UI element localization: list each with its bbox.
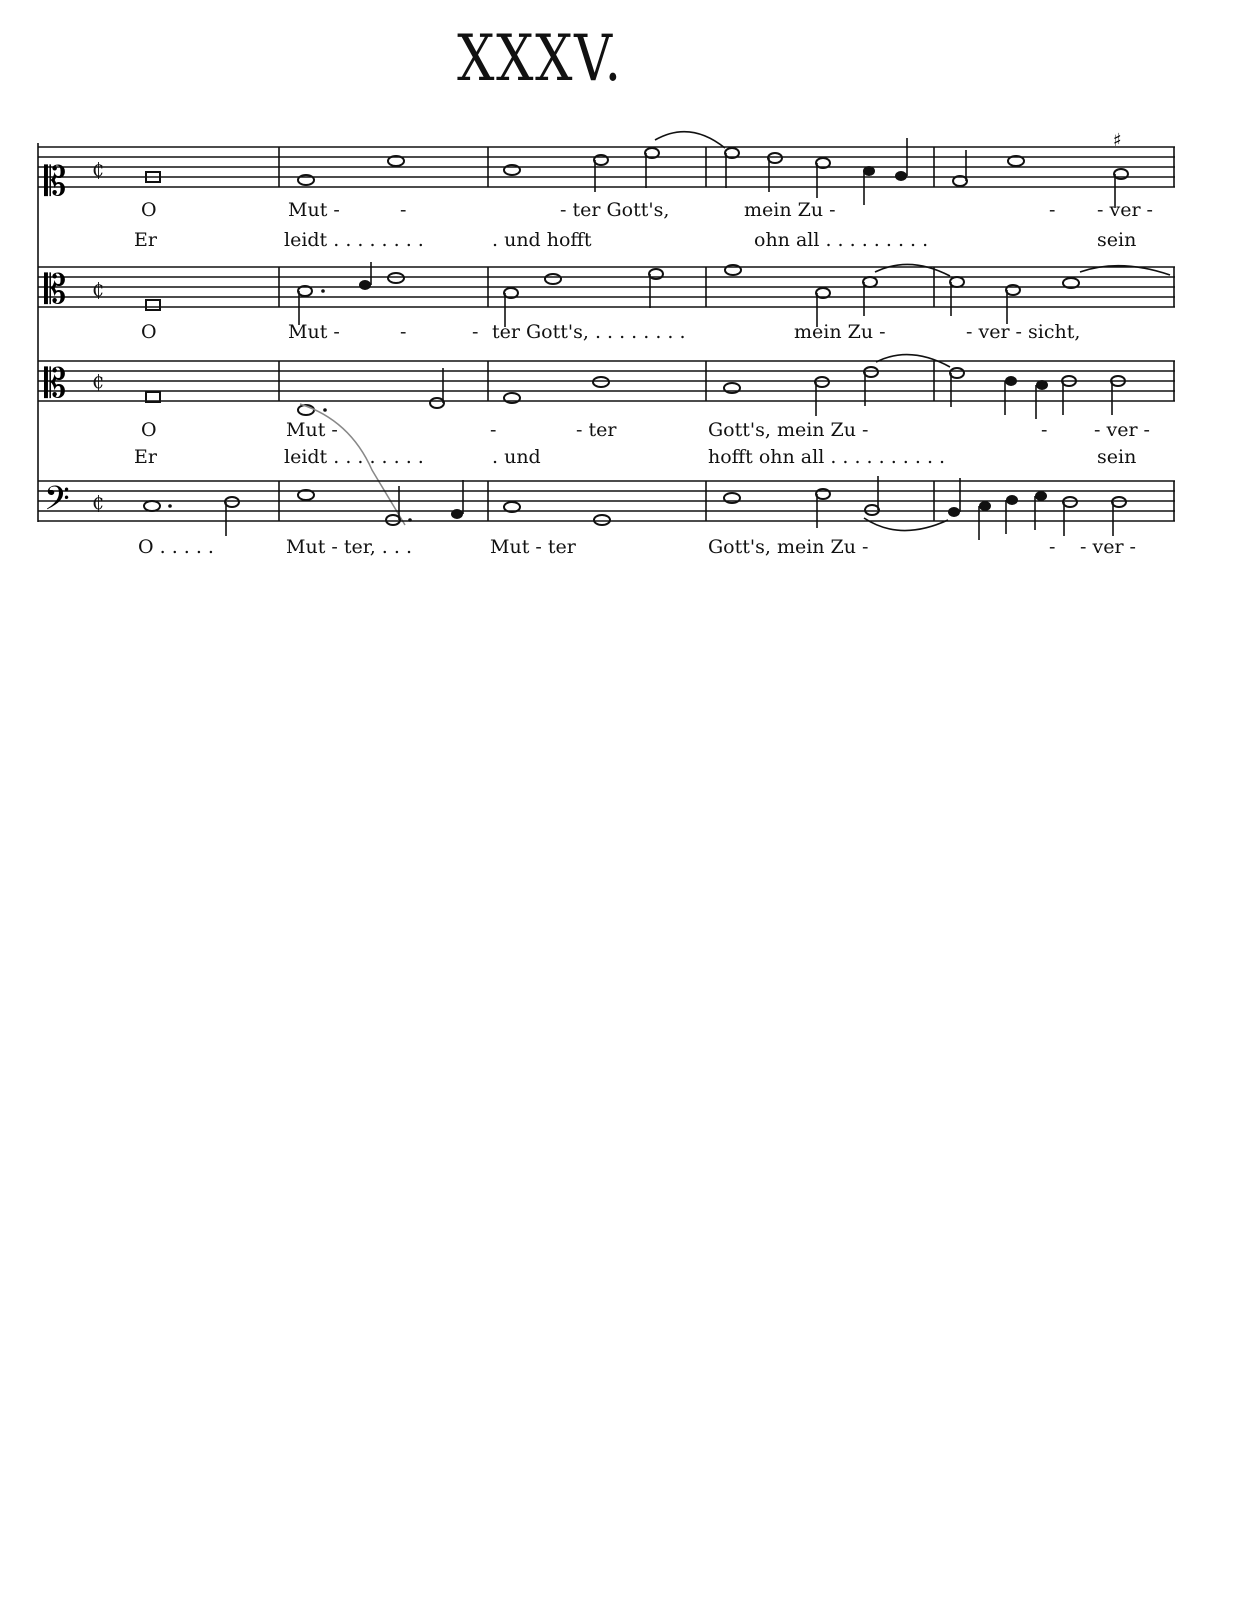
lyric-syllable: ohn all . . . . . . . . . (754, 229, 929, 251)
note (1035, 491, 1047, 501)
note (815, 377, 829, 387)
lyric-syllable: - (490, 419, 497, 441)
lyric-syllable: . und (492, 446, 541, 468)
note (863, 277, 877, 287)
staff-4-lyrics-verse-1 (138, 536, 1136, 558)
note (386, 515, 400, 525)
music-score (0, 0, 1236, 600)
lyric-syllable: - (1049, 536, 1056, 558)
dot (323, 408, 327, 412)
note (594, 515, 610, 525)
lyric-syllable: Mut - (286, 419, 338, 441)
breve-note (146, 300, 160, 310)
time-signature: ₵ (92, 279, 105, 301)
lyric-syllable: Gott's, mein Zu - (708, 536, 869, 558)
dot (408, 518, 412, 522)
note (950, 368, 964, 378)
lyric-syllable: ter Gott's, . . . . . . . . (492, 321, 686, 343)
note (895, 171, 907, 181)
lyric-syllable: - (472, 321, 479, 343)
note (225, 497, 239, 507)
staff-1-lyrics-verse-1 (141, 199, 1153, 221)
staff-2 (38, 262, 1175, 327)
lyric-syllable: O . . . . . (138, 536, 214, 558)
lyric-syllable: Mut - (288, 321, 340, 343)
note (1036, 380, 1048, 390)
note (593, 377, 609, 387)
staff-3-lyrics-verse-2 (134, 446, 1136, 468)
time-signature: ₵ (92, 371, 105, 393)
lyric-syllable: - ter (576, 419, 617, 441)
c-clef-icon: 𝄡 (44, 159, 67, 205)
note (1006, 495, 1018, 505)
staff-3-lyrics-verse-1 (141, 419, 1150, 441)
lyric-syllable: - ver - (1097, 199, 1153, 221)
lyric-syllable: - ver - (1080, 536, 1136, 558)
note (144, 501, 160, 511)
note (1112, 497, 1126, 507)
time-signature: ₵ (92, 159, 105, 181)
staff-2-lyrics-verse-1 (141, 321, 1080, 343)
note (768, 153, 782, 163)
lyric-syllable: Mut - ter, . . . (286, 536, 412, 558)
note (979, 501, 991, 511)
dot (168, 504, 172, 508)
note (865, 505, 879, 515)
lyric-syllable: mein Zu - (744, 199, 836, 221)
lyric-syllable: Mut - ter (490, 536, 576, 558)
lyric-syllable: O (141, 321, 157, 343)
staff-1-lyrics-verse-2 (134, 229, 1136, 251)
c-clef-icon: 𝄡 (44, 361, 67, 407)
dot (321, 289, 325, 293)
c-clef-icon: 𝄡 (44, 267, 67, 313)
lyric-syllable: Gott's, mein Zu - (708, 419, 869, 441)
page-title: XXXV. (457, 22, 623, 96)
lyric-syllable: Mut - (288, 199, 340, 221)
lyric-syllable: - ter Gott's, (560, 199, 670, 221)
note (388, 273, 404, 283)
tie (875, 264, 950, 276)
note (1063, 497, 1077, 507)
sharp-icon: ♯ (1113, 130, 1122, 151)
lyric-syllable: Er (134, 446, 157, 468)
lyric-syllable: - (400, 321, 407, 343)
lyric-syllable: - ver - sicht, (966, 321, 1081, 343)
note (359, 280, 371, 290)
f-clef-icon: 𝄢 (44, 480, 70, 526)
lyric-syllable: - ver - (1094, 419, 1150, 441)
tie (655, 132, 725, 148)
lyric-syllable: - (1049, 199, 1056, 221)
note (545, 274, 561, 284)
lyric-syllable: - (1041, 419, 1048, 441)
lyric-syllable: sein (1097, 229, 1137, 251)
lyric-syllable: O (141, 419, 157, 441)
note (950, 277, 964, 287)
staff-1 (38, 130, 1175, 208)
lyric-syllable: hofft ohn all . . . . . . . . . . (708, 446, 946, 468)
time-signature: ₵ (92, 492, 105, 514)
note (864, 367, 878, 377)
note (1005, 376, 1017, 386)
lyric-syllable: mein Zu - (794, 321, 886, 343)
staff-4 (38, 476, 1175, 540)
lyric-syllable: leidt . . . . . . . . (284, 446, 424, 468)
lyric-syllable: - (400, 199, 407, 221)
note (451, 509, 463, 519)
lyric-syllable: O (141, 199, 157, 221)
lyric-syllable: leidt . . . . . . . . (284, 229, 424, 251)
note (430, 398, 444, 408)
note (948, 507, 960, 517)
lyric-syllable: sein (1097, 446, 1137, 468)
tie (864, 518, 948, 531)
lyric-syllable: Er (134, 229, 157, 251)
lyric-syllable: . und hofft (492, 229, 592, 251)
